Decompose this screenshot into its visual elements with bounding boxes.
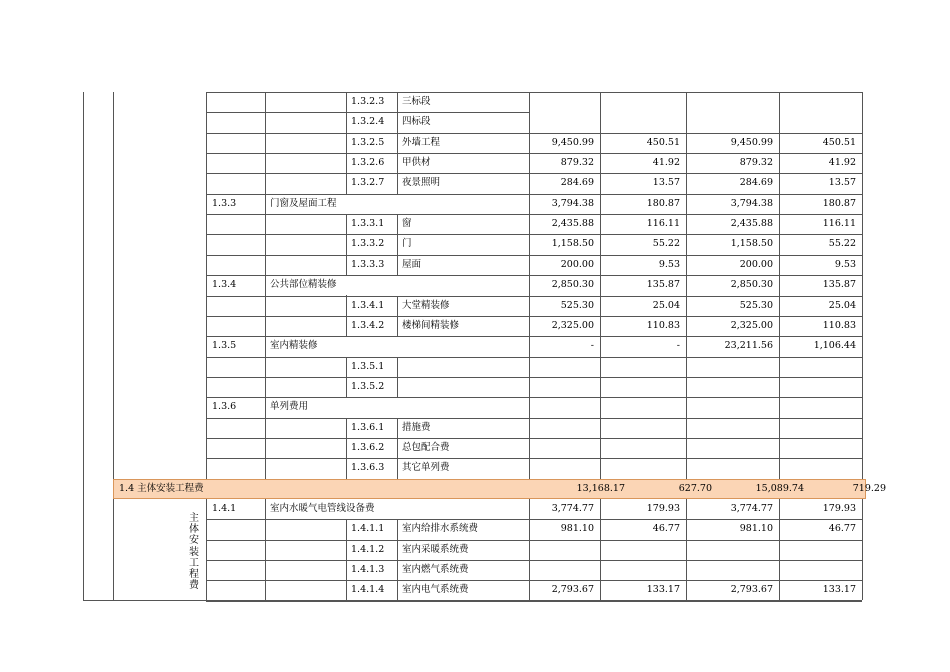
highlight-value-3: 15,089.74 <box>755 483 804 494</box>
sub-col-line <box>397 580 398 600</box>
row-value-v3: 23,211.56 <box>724 340 773 352</box>
sub-col-line <box>397 112 398 132</box>
row-value-v2 <box>600 560 680 580</box>
row-name: 屋面 <box>402 258 422 270</box>
row-value-v1: - <box>590 340 594 352</box>
row-value-v1 <box>529 92 594 112</box>
row-value-v3: 1,158.50 <box>730 238 773 250</box>
row-subcode: 1.4.1.4 <box>351 584 385 596</box>
sub-col-line <box>397 173 398 193</box>
row-value-v4: 116.11 <box>822 218 856 230</box>
row-value-v3 <box>686 540 773 560</box>
row-subcode: 1.3.2.6 <box>351 157 385 169</box>
row-code: 1.3.3 <box>212 197 237 209</box>
sub-col-line <box>397 133 398 153</box>
row-value-v1: 525.30 <box>560 299 594 311</box>
row-name: 措施费 <box>402 421 431 433</box>
row-value-v2 <box>600 438 680 458</box>
row-subcode: 1.3.6.1 <box>351 421 385 433</box>
row-value-v2: 9.53 <box>658 258 680 270</box>
sub-col-line <box>397 296 398 316</box>
row-value-v2: 13.57 <box>652 177 680 189</box>
row-value-v3: 879.32 <box>739 157 773 169</box>
row-value-v3: 3,774.77 <box>730 503 773 514</box>
row-value-v4: 180.87 <box>822 197 856 209</box>
row-value-v3: 3,794.38 <box>730 197 773 209</box>
sub-col-line <box>397 92 398 112</box>
row-value-v2 <box>600 458 680 478</box>
table-col-line-upper <box>206 92 207 479</box>
row-name: 室内燃气系统费 <box>402 564 469 576</box>
row-value-v3: 2,325.00 <box>730 319 773 331</box>
row-value-v4 <box>779 540 856 560</box>
row-value-v4 <box>779 438 856 458</box>
row-value-v4: 135.87 <box>822 279 856 291</box>
row-value-v4 <box>779 418 856 438</box>
row-value-v1 <box>529 540 594 560</box>
row-value-v1: 2,435.88 <box>551 218 594 230</box>
merge-mask <box>344 337 348 356</box>
row-name: 室内电气系统费 <box>402 584 469 596</box>
row-value-v4: 46.77 <box>828 523 856 535</box>
row-name: 总包配合费 <box>402 441 450 453</box>
row-value-v1 <box>529 357 594 377</box>
table-border-bottom <box>83 600 862 601</box>
table-col-line-upper <box>265 92 266 479</box>
row-value-v3: 981.10 <box>739 523 773 535</box>
row-value-v2: 116.11 <box>646 218 680 230</box>
sub-col-line <box>397 255 398 275</box>
row-name: 室内水暖气电管线设备费 <box>270 503 375 514</box>
table-col-line-lower <box>265 499 266 600</box>
row-name: 室内给排水系统费 <box>402 523 479 535</box>
row-value-v1: 981.10 <box>560 523 594 535</box>
row-subcode: 1.3.2.7 <box>351 177 385 189</box>
sub-col-line <box>397 357 398 377</box>
row-value-v3 <box>686 377 773 397</box>
sub-col-line <box>397 234 398 254</box>
table-col-line <box>113 92 114 600</box>
row-value-v1: 9,450.99 <box>551 136 594 148</box>
highlight-value-4: 719.29 <box>852 483 886 494</box>
row-value-v3: 200.00 <box>739 258 773 270</box>
row-value-v4: 133.17 <box>822 584 856 596</box>
sub-col-line <box>397 153 398 173</box>
row-value-v3 <box>686 397 773 417</box>
merge-mask <box>344 276 348 295</box>
highlight-value-1: 13,168.17 <box>576 483 625 494</box>
row-value-v4 <box>779 458 856 478</box>
table-col-line-lower <box>206 499 207 600</box>
cost-table <box>83 92 886 600</box>
row-subcode: 1.3.6.2 <box>351 441 385 453</box>
sub-col-line <box>397 418 398 438</box>
row-value-v2: 46.77 <box>652 523 680 535</box>
row-value-v2 <box>600 357 680 377</box>
row-value-v2: - <box>676 340 680 352</box>
row-value-v4: 1,106.44 <box>813 340 856 352</box>
highlight-row <box>113 479 886 499</box>
row-subcode: 1.4.1.1 <box>351 523 385 535</box>
row-value-v1 <box>529 458 594 478</box>
row-value-v3: 525.30 <box>739 299 773 311</box>
row-value-v4 <box>779 112 856 132</box>
row-name: 外墙工程 <box>402 136 441 148</box>
row-subcode: 1.3.3.1 <box>351 218 385 230</box>
row-value-v4: 179.93 <box>822 503 856 514</box>
row-value-v3: 9,450.99 <box>730 136 773 148</box>
row-subcode: 1.3.5.1 <box>351 360 385 372</box>
sub-col-line <box>397 540 398 560</box>
highlight-label: 1.4 主体安装工程费 <box>119 483 204 494</box>
row-value-v2: 450.51 <box>646 136 680 148</box>
row-value-v4 <box>779 377 856 397</box>
row-value-v2 <box>600 397 680 417</box>
row-value-v3 <box>686 92 773 112</box>
row-value-v2 <box>600 92 680 112</box>
row-value-v3: 2,850.30 <box>730 279 773 291</box>
row-subcode: 1.3.5.2 <box>351 380 385 392</box>
row-value-v4: 41.92 <box>828 157 856 169</box>
row-value-v2 <box>600 112 680 132</box>
highlight-value-2: 627.70 <box>678 483 712 494</box>
sub-col-line <box>397 438 398 458</box>
merge-mask <box>344 398 348 417</box>
row-name: 其它单列费 <box>402 462 450 474</box>
row-value-v2 <box>600 418 680 438</box>
sub-col-line <box>397 560 398 580</box>
sub-col-line <box>397 458 398 478</box>
row-value-v1: 2,325.00 <box>551 319 594 331</box>
row-value-v3: 2,435.88 <box>730 218 773 230</box>
row-value-v4 <box>779 397 856 417</box>
row-value-v1 <box>529 438 594 458</box>
row-value-v3 <box>686 357 773 377</box>
row-value-v3 <box>686 438 773 458</box>
row-value-v4: 450.51 <box>822 136 856 148</box>
row-name: 门 <box>402 238 412 250</box>
row-value-v4: 13.57 <box>828 177 856 189</box>
row-value-v4 <box>779 92 856 112</box>
row-value-v1: 200.00 <box>560 258 594 270</box>
row-name: 夜景照明 <box>402 177 441 189</box>
row-value-v3 <box>686 418 773 438</box>
row-value-v1: 3,794.38 <box>551 197 594 209</box>
row-value-v4: 9.53 <box>834 258 856 270</box>
row-name: 三标段 <box>402 96 431 107</box>
row-subcode: 1.3.2.3 <box>351 96 385 107</box>
row-value-v3 <box>686 560 773 580</box>
row-value-v3: 284.69 <box>739 177 773 189</box>
row-value-v2: 135.87 <box>646 279 680 291</box>
row-value-v3 <box>686 112 773 132</box>
row-name: 公共部位精装修 <box>270 279 337 291</box>
row-value-v3: 2,793.67 <box>730 584 773 596</box>
row-code: 1.3.6 <box>212 401 237 413</box>
row-value-v2: 133.17 <box>646 584 680 596</box>
row-value-v1: 284.69 <box>560 177 594 189</box>
row-name: 大堂精装修 <box>402 299 450 311</box>
row-subcode: 1.3.4.1 <box>351 299 385 311</box>
row-value-v1 <box>529 418 594 438</box>
sub-col-line <box>397 316 398 336</box>
row-subcode: 1.3.3.2 <box>351 238 385 250</box>
row-subcode: 1.3.4.2 <box>351 319 385 331</box>
row-value-v1 <box>529 397 594 417</box>
sub-col-line <box>397 377 398 397</box>
row-name: 甲供材 <box>402 157 431 169</box>
row-code: 1.3.5 <box>212 340 237 352</box>
row-value-v1: 2,850.30 <box>551 279 594 291</box>
row-subcode: 1.3.6.3 <box>351 462 385 474</box>
row-value-v2: 55.22 <box>652 238 680 250</box>
row-subcode: 1.4.1.3 <box>351 564 385 576</box>
row-name: 窗 <box>402 218 412 230</box>
row-value-v4 <box>779 357 856 377</box>
sub-col-line <box>397 214 398 234</box>
row-value-v4: 25.04 <box>828 299 856 311</box>
row-value-v2 <box>600 540 680 560</box>
row-value-v1 <box>529 560 594 580</box>
sub-col-line <box>397 519 398 539</box>
row-value-v2 <box>600 377 680 397</box>
row-subcode: 1.3.2.4 <box>351 116 385 128</box>
row-name: 室内精装修 <box>270 340 318 352</box>
table-border-left <box>83 92 84 600</box>
row-value-v1: 879.32 <box>560 157 594 169</box>
row-code: 1.3.4 <box>212 279 237 291</box>
row-value-v1 <box>529 112 594 132</box>
row-name: 楼梯间精装修 <box>402 319 460 331</box>
row-name: 四标段 <box>402 116 431 128</box>
row-value-v2: 180.87 <box>646 197 680 209</box>
table-border-right <box>862 92 863 600</box>
row-subcode: 1.3.2.5 <box>351 136 385 148</box>
row-value-v2: 25.04 <box>652 299 680 311</box>
row-subcode: 1.4.1.2 <box>351 543 385 555</box>
row-value-v1: 2,793.67 <box>551 584 594 596</box>
row-value-v3 <box>686 458 773 478</box>
row-value-v1: 3,774.77 <box>551 503 594 514</box>
row-value-v1: 1,158.50 <box>551 238 594 250</box>
row-name: 门窗及屋面工程 <box>270 197 337 209</box>
row-value-v2: 110.83 <box>646 319 680 331</box>
row-value-v4: 110.83 <box>822 319 856 331</box>
row-name: 室内采暖系统费 <box>402 543 469 555</box>
row-value-v4 <box>779 560 856 580</box>
merge-mask <box>344 195 348 214</box>
section-label-vertical: 主体安装工程费 <box>189 513 199 592</box>
row-name: 单列费用 <box>270 401 309 413</box>
row-value-v2: 179.93 <box>646 503 680 514</box>
row-code: 1.4.1 <box>212 503 237 514</box>
row-value-v4: 55.22 <box>828 238 856 250</box>
row-subcode: 1.3.3.3 <box>351 258 385 270</box>
row-value-v2: 41.92 <box>652 157 680 169</box>
row-value-v1 <box>529 377 594 397</box>
